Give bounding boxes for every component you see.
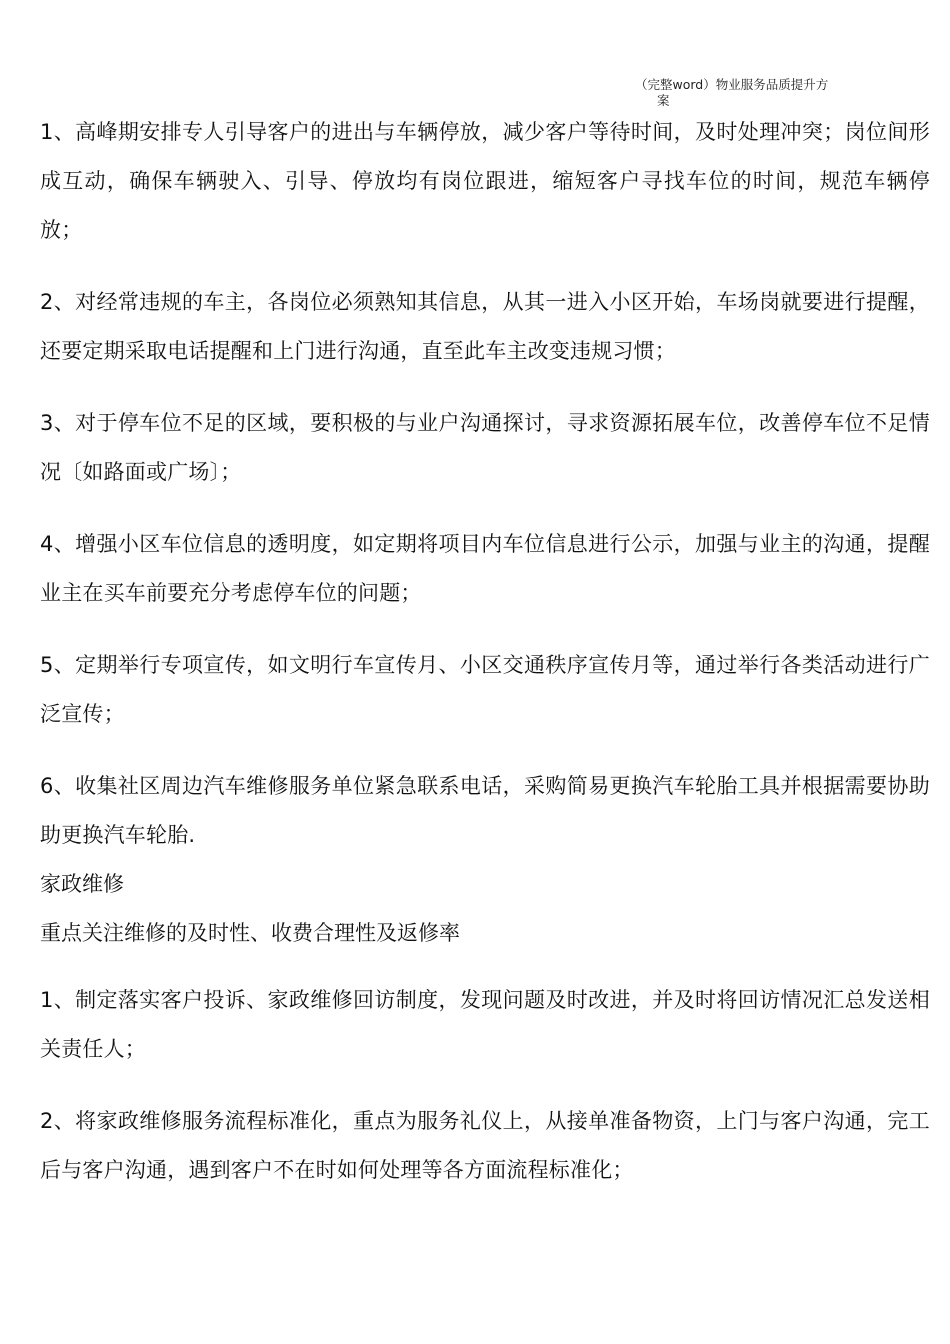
header-title-line1: （完整word）物业服务品质提升方 [635,77,829,92]
parking-item-2: 2、对经常违规的车主，各岗位必须熟知其信息，从其一进入小区开始，车场岗就要进行提醒，还要定期采取电话提醒和上门进行沟通，直至此车主改变违规习惯； [40,290,930,363]
page-header [635,77,895,109]
parking-item-4: 4、增强小区车位信息的透明度，如定期将项目内车位信息进行公示，加强与业主的沟通，提醒业主在买车前要充分考虑停车位的问题； [40,532,930,605]
section-focus-line: 重点关注维修的及时性、收费合理性及返修率 [40,921,460,945]
parking-item-1: 1、高峰期安排专人引导客户的进出与车辆停放，减少客户等待时间，及时处理冲突；岗位间形成互动，确保车辆驶入、引导、停放均有岗位跟进，缩短客户寻找车位的时间，规范车辆停放； [40,120,930,242]
housekeeping-item-1: 1、制定落实客户投诉、家政维修回访制度，发现问题及时改进，并及时将回访情况汇总发送相关责任人； [40,988,930,1061]
section-heading-housekeeping: 家政维修 [40,872,124,896]
parking-item-3: 3、对于停车位不足的区域，要积极的与业户沟通探讨，寻求资源拓展车位，改善停车位不足情况〔如路面或广场〕； [40,411,930,484]
parking-item-5: 5、定期举行专项宣传，如文明行车宣传月、小区交通秩序宣传月等，通过举行各类活动进行广泛宣传； [40,653,930,726]
parking-item-6: 6、收集社区周边汽车维修服务单位紧急联系电话，采购简易更换汽车轮胎工具并根据需要协助助更换汽车轮胎. [40,774,930,847]
housekeeping-item-2: 2、将家政维修服务流程标准化，重点为服务礼仪上，从接单准备物资，上门与客户沟通，完工后与客户沟通，遇到客户不在时如何处理等各方面流程标准化； [40,1109,930,1182]
document-body [40,108,930,1195]
header-title-line2: 案 [657,93,670,108]
